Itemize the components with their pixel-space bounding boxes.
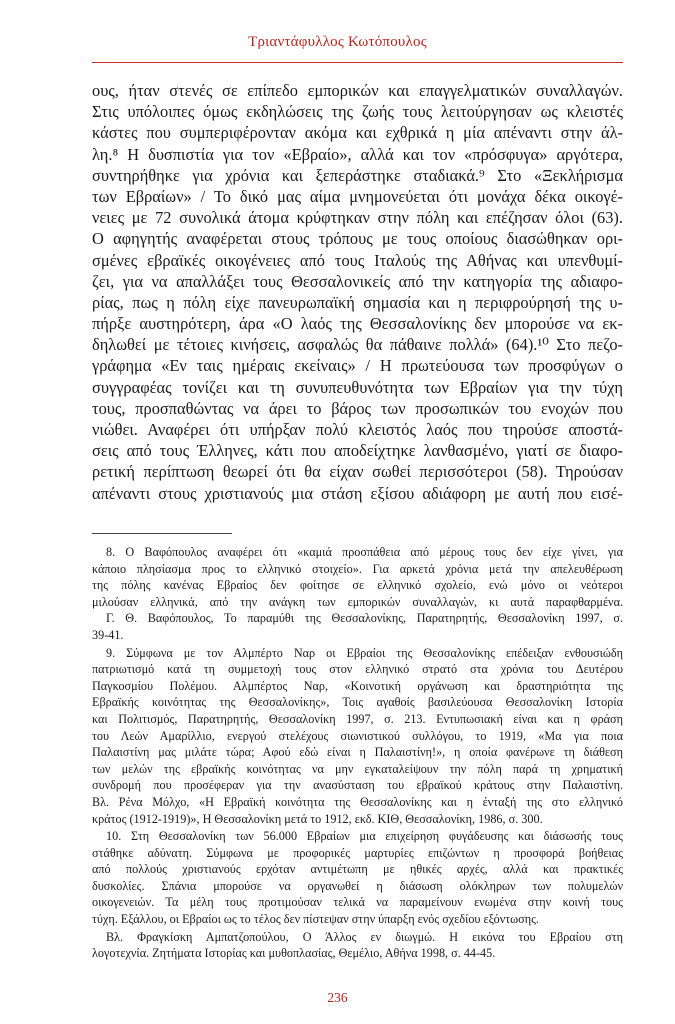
footnotes [92,544,623,962]
footnote-line: κράτος (1912-1919)», Η Θεσσαλονίκη μετά το 1912, εκδ. ΚΙΘ, Θεσσαλονίκη, 1986, σ. 300. [92,811,543,826]
body-line: σμένες εβραϊκές οικογένειες από τους Ιταλούς της Αθήνας και υπενθυμί- [92,250,623,270]
running-header: Τριαντάφυλλος Κωτόπουλος [248,34,427,50]
footnote-line: Εβραϊκής κοινότητας της Θεσσαλονίκης», Τοις αγαθοίς βασιλεύουσα Θεσσαλονίκη Ιστορία [92,695,623,710]
footnote-separator [92,533,232,534]
footnote-line: 9. Σύμφωνα με τον Αλμπέρτο Ναρ οι Εβραίοι της Θεσσαλονίκης επέδειξαν ενθουσιώδη [106,645,623,660]
body-line: Ο αφηγητής αναφέρεται στους τρόπους με τους οποίους διασώθηκαν ορι- [92,229,623,249]
footnote-line: κάποιο πλησίασμα προς το ελληνικό στοιχείο». Για αρκετά χρόνια μετά την απελευθέρωση [92,561,623,576]
footnote-line: από πολλούς χριστιανούς ερχόταν αντιμέτωπη με ηθικές αρχές, αλλά και πρακτικές [92,862,623,877]
footnote-line: στάθηκε αδύνατη. Σύμφωνα με προφορικές μαρτυρίες επιζώντων η προσφορά βοήθειας [92,845,623,860]
body-line: γράφημα «Εν ταις ημέραις εκείναις» / Η πρωτεύουσα των προσφύγων ο [92,356,623,376]
body-line: συντηρήθηκε για χρόνια και ξεπεράστηκε σταδιακά.⁹ Στο «Ξεκλήρισμα [92,165,623,185]
body-line: κάστες που συμπεριφέρονταν ακόμα και εχθρικά η μία απέναντι στην άλ- [92,123,623,143]
footnote-line: 10. Στη Θεσσαλονίκη των 56.000 Εβραίων μια επιχείρηση φυγάδευσης και διάσωσής τους [106,829,623,844]
footnote-line: δυσκολίες. Σπάνια μπορούσε να οργανωθεί η διάσωση ολόκληρων των πολυμελών [92,878,623,893]
footnote-line: τύχη. Εξάλλου, οι Εβραίοι ως το τέλος δεν πίστεψαν στην ύπαρξη ενός σχεδίου εξόντωσης. [92,912,539,927]
body-line: ρίας, πως η πόλη είχε πανευρωπαϊκή σημασία και η περιφρούρησή της υ- [92,292,623,312]
footnote-line: της πόλης κανένας Εβραίος δεν φοίτησε σε ελληνικό σχολείο, ενώ μόνο οι νεότεροι [92,578,623,593]
body-line: τους, προσπαθώντας να άρει το βάρος των προσωπικών του ενοχών που [92,398,623,418]
footnote-line: πατριωτισμό κατά τη συμμετοχή τους στον ελληνικό στρατό στα χρόνια του Δευτέρου [92,662,623,677]
footnote-line: 8. Ο Βαφόπουλος αναφέρει ότι «καμιά προσπάθεια από μέρους τους δεν είχε γίνει, για [106,545,623,559]
body-line: ρετική περίπτωση θεωρεί ότι θα είχαν σωθεί περισσότεροι (58). Τηρούσαν [92,462,623,482]
body-line: ζει, για να απαλλάξει τους Θεσσαλονικείς από την κατηγορία της αδιαφο- [92,271,623,291]
footnote-line: και Πολιτισμός, Παρατηρητής, Θεσσαλονίκη 1997, σ. 213. Εντυπωσιακή είναι και η φράση [92,711,623,726]
footnote-line: 39-41. [92,627,124,642]
body-line: ους, ήταν στενές σε επίπεδο εμπορικών και επαγγελματικών συναλλαγών. [92,81,623,100]
body-line: πήρξε αυστηρότερη, άρα «Ο λαός της Θεσσαλονίκης δεν μπορούσε να εκ- [92,314,623,334]
main-text [92,80,623,504]
footnote-line: του Λεών Αμαρίλλιο, ενεργού στελέχους σιωνιστικού συλλόγου, το 1919, «Μα για ποια [92,728,623,743]
footnote-line: μιλούσαν ελληνικά, από την ανάγκη των εμπορικών συναλλαγών, κι αυτά παραφθαρμένα. [92,594,623,609]
footnote-line: Βλ. Ρένα Μόλχο, «Η Εβραϊκή κοινότητα της Θεσσαλονίκης και η ένταξή της στο ελληνικό [92,794,623,809]
footnote-line: Βλ. Φραγκίσκη Αμπατζοπούλου, Ο Άλλος εν διωγμώ. Η εικόνα του Εβραίου στη [106,929,623,944]
footnote-line: των μελών της εβραϊκής κοινότητας να μην εγκαταλείψουν την πόλη παρά τη χρηματική [92,761,623,776]
footnote-line: Παλαιστίνη μας μιλάτε τώρα; Αφού εδώ είναι η Παλαιστίνη!», η οποία φανέρωνε τη διάθεση [92,745,623,760]
footnote-line: Γ. Θ. Βαφόπουλος, Το παραμύθι της Θεσσαλονίκης, Παρατηρητής, Θεσσαλονίκη 1997, σ. [106,611,623,626]
footnote-line: λογοτεχνία. Ζητήματα Ιστορίας και μυθοπλασίας, Θεμέλιο, Αθήνα 1998, σ. 44-45. [92,946,496,961]
body-line: Στις υπόλοιπες όμως εκδηλώσεις της ζωής τους λειτούργησαν ως κλειστές [92,102,623,122]
page-number: 236 [327,990,348,1005]
body-line: νιώθει. Αναφέρει ότι υπήρξαν πολύ κλειστός λαός που τηρούσε αποστά- [92,420,623,439]
body-line: νειες με 72 συνολικά άτομα κρύφτηκαν στην πόλη και επέζησαν όλοι (63). [92,208,623,228]
footnote-line: οικογενειών. Τα μέλη τους προτιμούσαν τελικά να παραμείνουν ενωμένα στην κοινή τους [92,895,623,910]
body-line: συγγραφέας τονίζει και τη συνυπευθυνότητα των Εβραίων για την τύχη [92,377,623,397]
body-line: απέναντι στους χριστιανούς μια στάση εξίσου αδιάφορη με αυτή που εισέ- [92,483,623,503]
body-line: σεις από τους Έλληνες, κάτι που αποδείχτηκε λανθασμένο, γιατί σε διαφο- [92,441,623,461]
body-line: λη.⁸ Η δυσπιστία για τον «Εβραίο», αλλά και τον «πρόσφυγα» αργότερα, [92,144,623,164]
body-line: των Εβραίων» / Το δικό μας αίμα μνημονεύεται ότι μονάχα δέκα οικογέ- [92,186,623,206]
footnote-line: Παγκοσμίου Πολέμου. Αλμπέρτος Ναρ, «Κοινοτική οργάνωση και δραστηριότητα της [92,678,623,693]
header-rule [92,62,623,63]
body-line: δηλωθεί με τέτοιες κινήσεις, ασφαλώς θα πάθαινε πολλά» (64).¹⁰ Στο πεζο- [92,335,623,355]
footnote-line: συνδρομή που προσέφεραν για την ανασύσταση του εβραϊκού κράτους στην Παλαιστίνη. [92,778,623,793]
